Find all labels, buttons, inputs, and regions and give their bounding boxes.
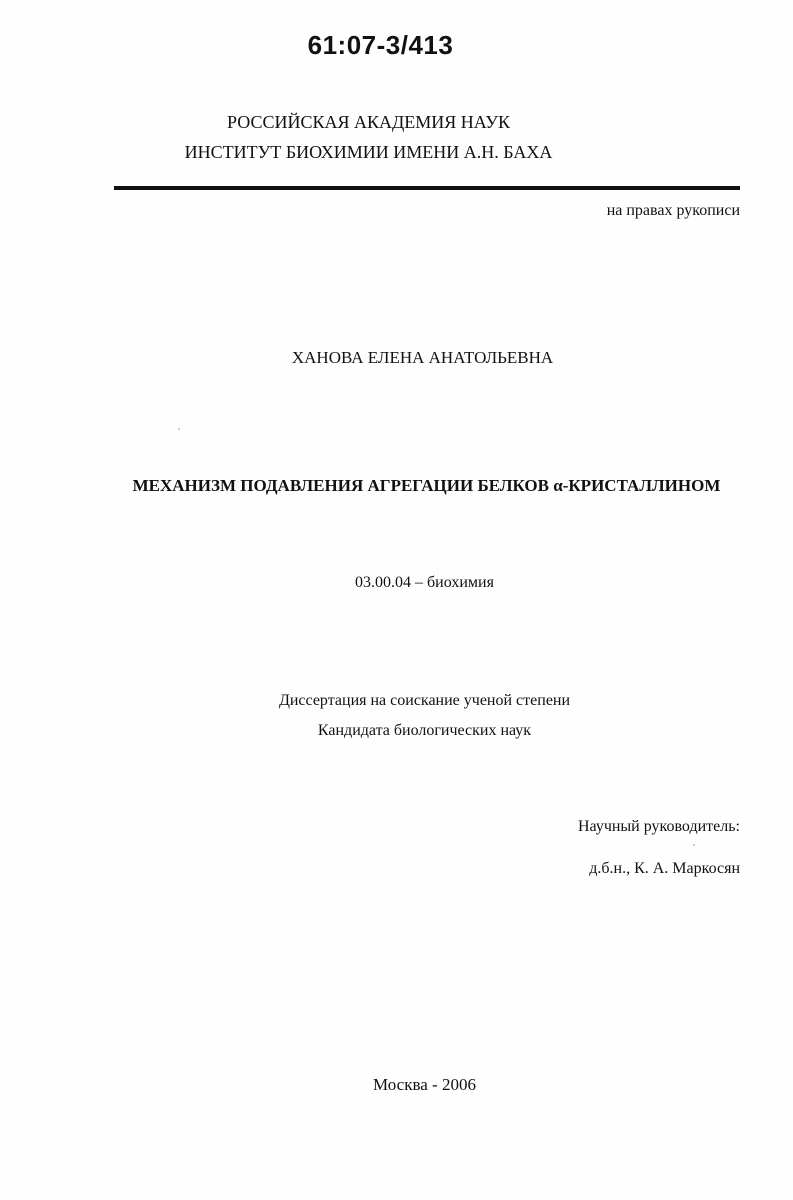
header-divider [114, 186, 740, 190]
advisor-name: д.б.н., К. А. Маркосян [589, 860, 740, 877]
organization-heading [0, 112, 793, 133]
author-name [0, 348, 793, 368]
place-year [0, 1075, 793, 1095]
place-year-text: Москва - 2006 [373, 1075, 476, 1094]
institute-heading [0, 142, 793, 163]
dissertation-title [0, 476, 793, 496]
degree-line-2-text: Кандидата биологических наук [317, 722, 532, 739]
advisor-label: Научный руководитель: [577, 818, 740, 835]
archive-code-text: 61:07-3/413 [307, 30, 454, 60]
author-name-text: ХАНОВА ЕЛЕНА АНАТОЛЬЕВНА [291, 348, 554, 367]
degree-line-1 [0, 692, 793, 710]
manuscript-note: на правах рукописи [606, 202, 740, 219]
organization-text: РОССИЙСКАЯ АКАДЕМИЯ НАУК [227, 112, 510, 132]
degree-line-1-text: Диссертация на соискание ученой степени [278, 692, 571, 709]
specialty-code-text: 03.00.04 – биохимия [355, 574, 494, 591]
specialty-code [0, 574, 793, 592]
institute-text: ИНСТИТУТ БИОХИМИИ ИМЕНИ А.Н. БАХА [184, 142, 553, 162]
dissertation-title-text: МЕХАНИЗМ ПОДАВЛЕНИЯ АГРЕГАЦИИ БЕЛКОВ α-КРИСТАЛЛИНОМ [132, 476, 721, 495]
scan-speck [693, 844, 695, 846]
degree-line-2 [0, 722, 793, 740]
scan-speck [178, 428, 180, 430]
archive-code [0, 30, 793, 61]
